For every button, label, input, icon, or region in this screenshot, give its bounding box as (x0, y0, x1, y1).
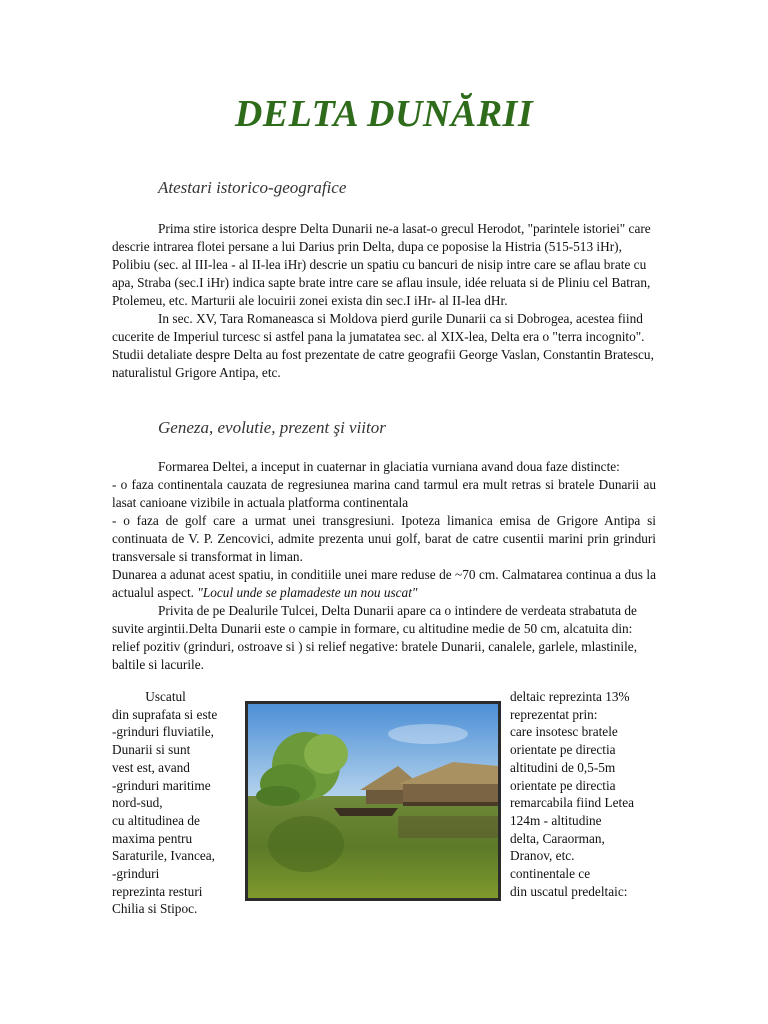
column-line: reprezentat prin: (510, 706, 598, 722)
delta-landscape-photo (245, 701, 501, 901)
paragraph: - o faza continentala cauzata de regresiunea marina cand tarmul era mult retras si bratele Dunarii au lasat canioane vizibile in actuala platforma continentala (112, 477, 656, 510)
paragraph: In sec. XV, Tara Romaneasca si Moldova pierd gurile Dunarii ca si Dobrogea, acestea fiind cucerite de Imperiul turcesc si astfel pana la jumatatea sec. al XIX-lea, Delta era o "terra incognito". Studii detaliate despre Delta au fost prezentate de catre geografii George Vaslan, Constantin Bratescu, naturalistul Grigore Antipa, etc. (112, 311, 654, 380)
column-line: maxima pentru (112, 830, 193, 846)
paragraph-text: Dunarea a adunat acest spatiu, in conditiile unei mare reduse de ~70 cm. Calmatarea continua a dus la actualul aspect. (112, 567, 656, 600)
column-line: vest est, avand (112, 759, 190, 775)
paragraph (112, 566, 656, 602)
column-line: nord-sud, (112, 795, 163, 811)
right-text-column (510, 688, 634, 900)
delta-photo-image (248, 704, 498, 898)
column-line: deltaic reprezinta 13% (510, 689, 630, 704)
column-line: orientate pe directia (510, 742, 616, 758)
column-line: din uscatul predeltaic: (510, 883, 628, 899)
column-line: reprezinta resturi (112, 883, 203, 899)
column-line: 124m - altitudine (510, 812, 602, 828)
column-line: Dunarii si sunt (112, 742, 191, 758)
paragraph: Prima stire istorica despre Delta Dunarii ne-a lasat-o grecul Herodot, "parintele istoriei" care descrie intrarea flotei persane a lui Darius prin Delta, dupa ce poposise la Histria (515-513 iHr), Polibiu (sec. al III-lea - al II-lea iHr) descrie un spatiu cu bancuri de nisip intre care se aflau brate cu apa, Straba (sec.I iHr) indica sapte brate intre care se aflau insule, idée reluata si de Pliniu cel Batran, Ptolemeu, etc. Marturii ale locuirii zonei exista din sec.I iHr- al II-lea dHr. (112, 221, 651, 308)
section-heading-genesis: Geneza, evolutie, prezent şi viitor (158, 418, 386, 437)
column-line: -grinduri (112, 866, 160, 882)
column-line: Chilia si Stipoc. (112, 901, 198, 917)
section-genesis-text (112, 458, 656, 674)
paragraph: - o faza de golf care a urmat unei transgresiuni. Ipoteza limanica emisa de Grigore Antipa si continuata de V. P. Zencovici, admite prezenta unui golf, barat de catre cusentii marini prin grinduri transversale si transformat in liman. (112, 513, 656, 564)
column-line: orientate pe directia (510, 777, 616, 793)
column-line: Uscatul (112, 689, 186, 704)
column-line: care insotesc bratele (510, 724, 618, 740)
page-title: DELTA DUNĂRII (234, 93, 534, 135)
column-line: din suprafata si este (112, 706, 218, 722)
section-heading-history: Atestari istorico-geografice (158, 178, 347, 197)
column-line: delta, Caraorman, (510, 830, 605, 846)
left-text-column (112, 688, 217, 918)
paragraph: Formarea Deltei, a inceput in cuaternar in glaciatia vurniana avand doua faze distincte: (158, 459, 620, 474)
column-line: continentale ce (510, 866, 591, 882)
section-history-text (112, 220, 656, 382)
column-line: Dranov, etc. (510, 848, 575, 864)
quote-text: "Locul unde se plamadeste un nou uscat" (197, 585, 418, 600)
column-line: -grinduri fluviatile, (112, 724, 214, 740)
column-line: altitudini de 0,5-5m (510, 759, 616, 775)
column-line: remarcabila fiind Letea (510, 795, 635, 811)
column-line: -grinduri maritime (112, 777, 211, 793)
paragraph: Privita de pe Dealurile Tulcei, Delta Dunarii apare ca o intindere de verdeata strabatuta de suvite argintii.Delta Dunarii este o campie in formare, cu altitudine medie de 50 cm, alcatuita din: relief pozitiv (grinduri, ostroave si ) si relief negative: bratele Dunarii, canalele, garlele, mlastinile, baltile si lacurile. (112, 603, 638, 672)
column-line: cu altitudinea de (112, 812, 200, 828)
column-line: Saraturile, Ivancea, (112, 848, 215, 864)
